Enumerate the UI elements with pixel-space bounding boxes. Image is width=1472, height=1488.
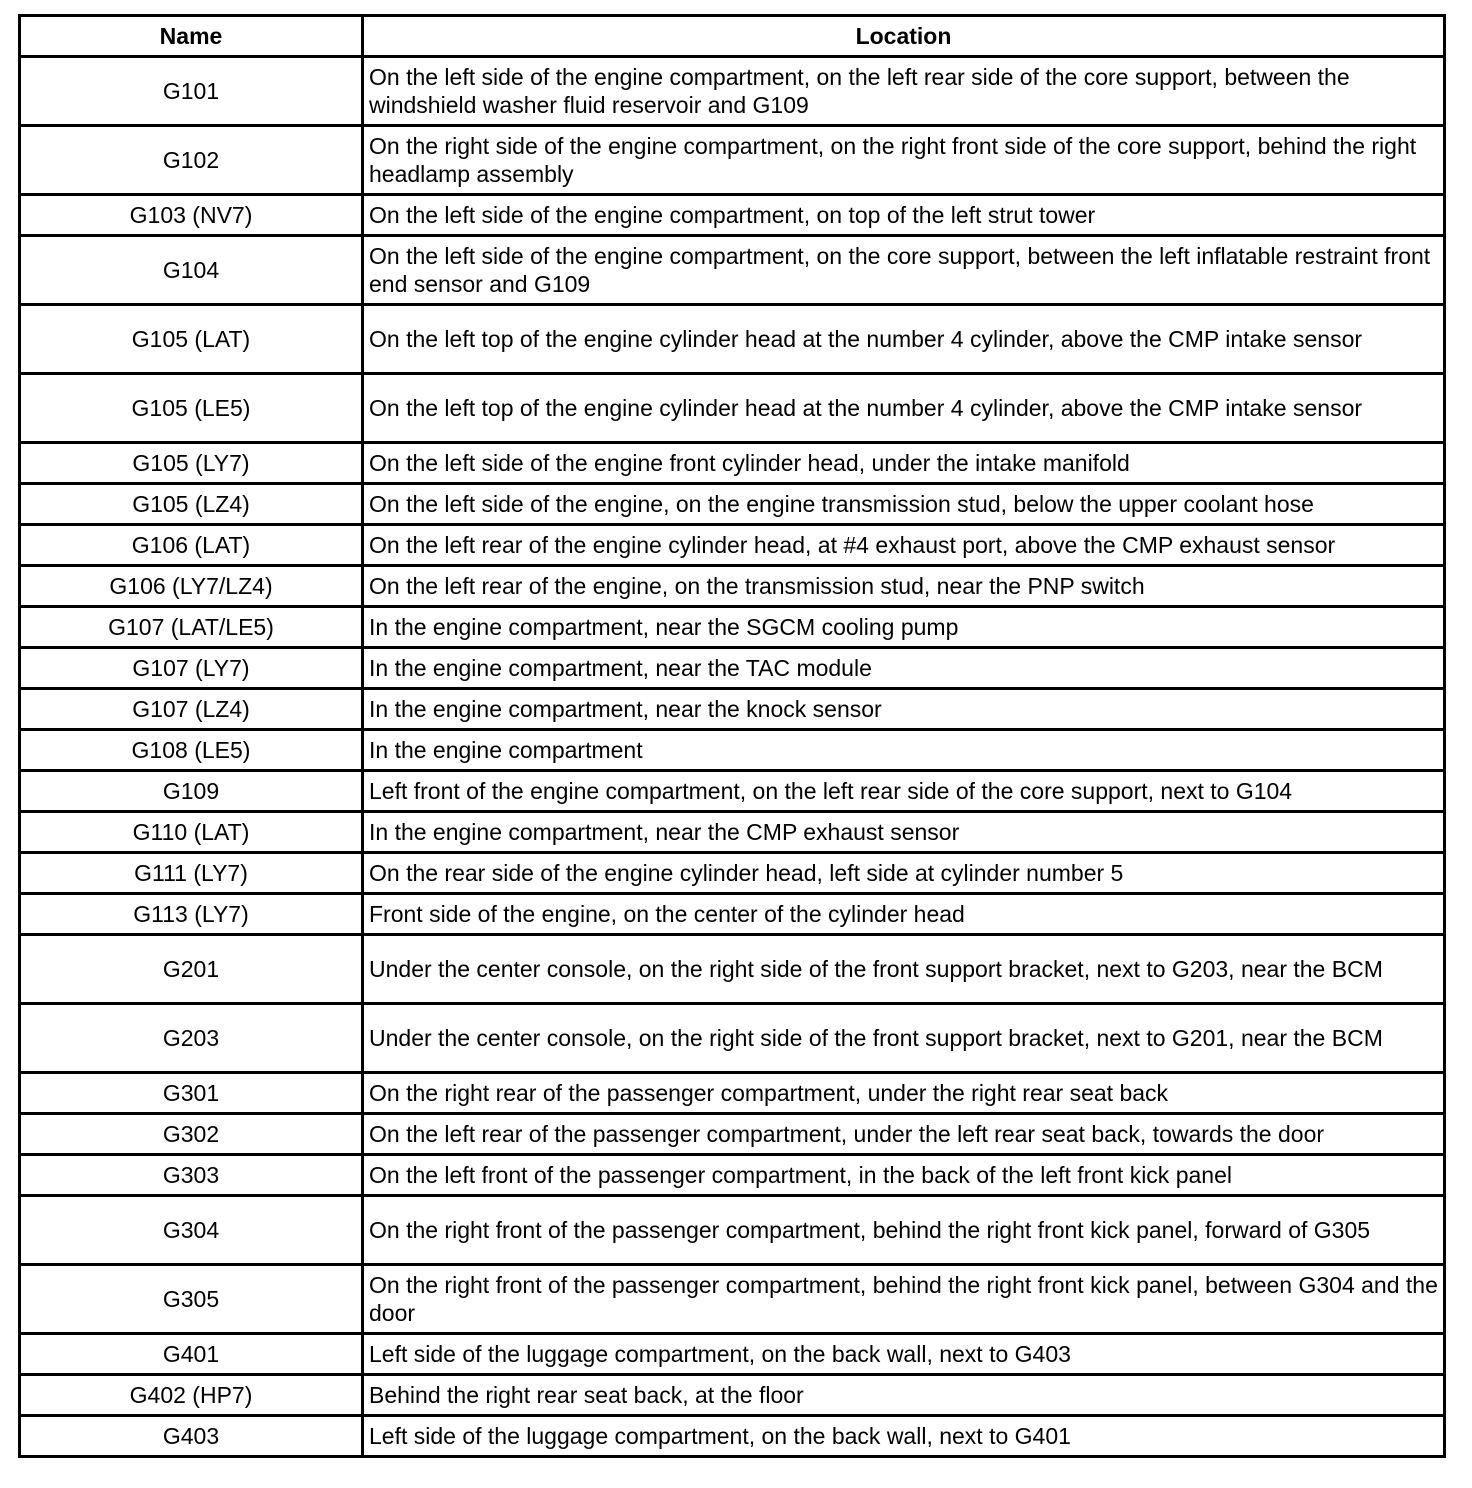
ground-name: G109 xyxy=(20,771,363,812)
table-row xyxy=(20,374,1445,443)
table-row xyxy=(20,935,1445,1004)
table-row xyxy=(20,1073,1445,1114)
table-row xyxy=(20,1004,1445,1073)
table-row xyxy=(20,525,1445,566)
ground-name: G105 (LAT) xyxy=(20,305,363,374)
ground-name: G302 xyxy=(20,1114,363,1155)
table-row xyxy=(20,1375,1445,1416)
ground-name: G203 xyxy=(20,1004,363,1073)
table-row xyxy=(20,607,1445,648)
ground-location: On the left front of the passenger compartment, in the back of the left front kick panel xyxy=(363,1155,1445,1196)
ground-name: G305 xyxy=(20,1265,363,1334)
table-row xyxy=(20,1334,1445,1375)
ground-location: On the right front of the passenger compartment, behind the right front kick panel, between G304 and the door xyxy=(363,1265,1445,1334)
ground-name: G105 (LE5) xyxy=(20,374,363,443)
column-header-location: Location xyxy=(363,16,1445,57)
ground-location: In the engine compartment, near the knock sensor xyxy=(363,689,1445,730)
table-row xyxy=(20,1416,1445,1457)
ground-location: On the rear side of the engine cylinder head, left side at cylinder number 5 xyxy=(363,853,1445,894)
ground-location: On the right rear of the passenger compartment, under the right rear seat back xyxy=(363,1073,1445,1114)
table-row xyxy=(20,236,1445,305)
ground-name: G104 xyxy=(20,236,363,305)
ground-location: In the engine compartment, near the CMP exhaust sensor xyxy=(363,812,1445,853)
ground-name: G106 (LAT) xyxy=(20,525,363,566)
table-row xyxy=(20,1114,1445,1155)
ground-location: On the left rear of the engine cylinder head, at #4 exhaust port, above the CMP exhaust sensor xyxy=(363,525,1445,566)
ground-name: G107 (LAT/LE5) xyxy=(20,607,363,648)
ground-location: Under the center console, on the right side of the front support bracket, next to G203, near the BCM xyxy=(363,935,1445,1004)
ground-name: G107 (LZ4) xyxy=(20,689,363,730)
ground-name: G105 (LZ4) xyxy=(20,484,363,525)
table-row xyxy=(20,812,1445,853)
ground-name: G201 xyxy=(20,935,363,1004)
ground-location: Left front of the engine compartment, on the left rear side of the core support, next to G104 xyxy=(363,771,1445,812)
ground-location: On the left side of the engine compartment, on the left rear side of the core support, between the windshield washer fluid reservoir and G109 xyxy=(363,57,1445,126)
table-row xyxy=(20,648,1445,689)
ground-name: G105 (LY7) xyxy=(20,443,363,484)
ground-location: On the left side of the engine, on the engine transmission stud, below the upper coolant hose xyxy=(363,484,1445,525)
ground-location: On the left rear of the passenger compartment, under the left rear seat back, towards the door xyxy=(363,1114,1445,1155)
ground-name: G301 xyxy=(20,1073,363,1114)
table-row xyxy=(20,853,1445,894)
ground-location: On the left side of the engine compartment, on the core support, between the left inflatable restraint front end sensor and G109 xyxy=(363,236,1445,305)
table-row xyxy=(20,57,1445,126)
table-header xyxy=(20,16,1445,57)
table-row xyxy=(20,305,1445,374)
table-row xyxy=(20,730,1445,771)
ground-name: G111 (LY7) xyxy=(20,853,363,894)
ground-location: In the engine compartment, near the TAC module xyxy=(363,648,1445,689)
ground-name: G113 (LY7) xyxy=(20,894,363,935)
ground-location: In the engine compartment, near the SGCM cooling pump xyxy=(363,607,1445,648)
ground-name: G103 (NV7) xyxy=(20,195,363,236)
table-row xyxy=(20,1155,1445,1196)
ground-name: G107 (LY7) xyxy=(20,648,363,689)
table-row xyxy=(20,126,1445,195)
ground-location: On the right front of the passenger compartment, behind the right front kick panel, forward of G305 xyxy=(363,1196,1445,1265)
ground-name: G101 xyxy=(20,57,363,126)
ground-location: In the engine compartment xyxy=(363,730,1445,771)
ground-location: On the right side of the engine compartment, on the right front side of the core support, behind the right headlamp assembly xyxy=(363,126,1445,195)
ground-name: G402 (HP7) xyxy=(20,1375,363,1416)
ground-location: Left side of the luggage compartment, on the back wall, next to G401 xyxy=(363,1416,1445,1457)
ground-name: G108 (LE5) xyxy=(20,730,363,771)
ground-location: On the left top of the engine cylinder head at the number 4 cylinder, above the CMP intake sensor xyxy=(363,374,1445,443)
ground-location: Left side of the luggage compartment, on the back wall, next to G403 xyxy=(363,1334,1445,1375)
table-row xyxy=(20,689,1445,730)
table-row xyxy=(20,1265,1445,1334)
table-row xyxy=(20,894,1445,935)
ground-name: G401 xyxy=(20,1334,363,1375)
ground-location: On the left side of the engine front cylinder head, under the intake manifold xyxy=(363,443,1445,484)
ground-name: G304 xyxy=(20,1196,363,1265)
ground-name: G303 xyxy=(20,1155,363,1196)
ground-location: Under the center console, on the right side of the front support bracket, next to G201, near the BCM xyxy=(363,1004,1445,1073)
table-row xyxy=(20,566,1445,607)
ground-name: G403 xyxy=(20,1416,363,1457)
ground-location: Behind the right rear seat back, at the floor xyxy=(363,1375,1445,1416)
column-header-name: Name xyxy=(20,16,363,57)
table-row xyxy=(20,771,1445,812)
ground-name: G110 (LAT) xyxy=(20,812,363,853)
ground-name: G106 (LY7/LZ4) xyxy=(20,566,363,607)
table-row xyxy=(20,1196,1445,1265)
ground-location: On the left rear of the engine, on the transmission stud, near the PNP switch xyxy=(363,566,1445,607)
table-body xyxy=(20,57,1445,1457)
table-row xyxy=(20,195,1445,236)
table-row xyxy=(20,443,1445,484)
ground-location: On the left top of the engine cylinder head at the number 4 cylinder, above the CMP intake sensor xyxy=(363,305,1445,374)
ground-locations-table xyxy=(18,14,1446,1458)
ground-name: G102 xyxy=(20,126,363,195)
ground-location: Front side of the engine, on the center of the cylinder head xyxy=(363,894,1445,935)
table-row xyxy=(20,484,1445,525)
ground-location: On the left side of the engine compartment, on top of the left strut tower xyxy=(363,195,1445,236)
